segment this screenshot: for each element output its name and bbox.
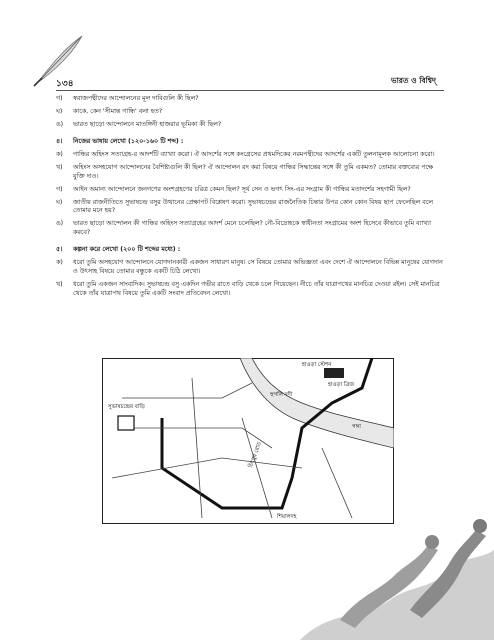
- map-label-river: হুগলি নদী: [270, 392, 293, 398]
- question-label: গ): [56, 95, 63, 102]
- question-label: ক): [56, 150, 63, 158]
- map-label-road: চিৎপুর রোড: [248, 441, 264, 469]
- page-number: ১৩৪: [56, 79, 74, 89]
- question-text: জাতীয় রাজনীতিতে সুভাষচন্দ্র বসুর উত্থানের প্রেক্ষাপট বিশ্লেষণ করো। সুভাষচন্দ্রের রাজনৈতিক চিন্তার উপর কোন কোন বিষয় ছাপ ফেলেছিল বলে তোমার মনে হয়?: [73, 198, 433, 215]
- map-label-bridge: হাওড়া ব্রিজ: [328, 382, 355, 388]
- question-item: [56, 220, 446, 238]
- question-label: ঙ): [56, 120, 64, 128]
- map-label-house: সুভাষচন্দ্রের বাড়ি: [108, 404, 145, 410]
- header-rule: [56, 90, 444, 91]
- map-label-station: হাওড়া স্টেশন: [302, 362, 332, 368]
- sculpture-illustration: [300, 500, 494, 640]
- question-item: [56, 199, 446, 217]
- question-item: [56, 108, 446, 117]
- house-marker: [118, 416, 134, 430]
- question-label: গ): [56, 185, 63, 193]
- running-head: ভারত ও বিশ্বিদ্: [391, 76, 436, 85]
- question-text: কাকে, কেন 'সীমান্ত গান্ধি' বলা হত?: [73, 107, 163, 115]
- question-label: ঘ): [56, 107, 63, 115]
- question-text: ভারত ছাড়ো আন্দোলনে মাতঙ্গিনী হাজরার ভূমিকা কী ছিল?: [73, 120, 222, 128]
- question-item: [56, 281, 446, 299]
- map-label-ganga: গঙ্গা: [352, 424, 361, 430]
- section-heading: [56, 138, 446, 147]
- question-label: ঙ): [56, 220, 64, 228]
- section-title: কল্পনা করে লেখো (২০০ টি শব্দের মধ্যে) :: [73, 246, 181, 254]
- question-text: স্বরাজপন্থীদের আন্দোলনের মূল দাবিগুলি কী ছিল?: [73, 95, 199, 102]
- question-text: ধরো তুমি একজন সাংবাদিক। সুভাষচন্দ্র বসু একদিন গভীর রাতে বাড়ি থেকে চলে গিয়েছেন। নীচে তাঁর যাত্রাপথের মানচিত্র দেওয়া রইল। সেই মানচিত্র থেকে তাঁর যাত্রাপথ বিষয়ে তুমি একটি সংবাদ প্রতিবেদন লেখো।: [73, 281, 440, 297]
- page-content: [56, 95, 446, 303]
- station-marker: [324, 368, 344, 378]
- section-title: নিজের ভাষায় লেখো (১২০-১৬০ টি শব্দ) :: [73, 137, 184, 145]
- question-text: গান্ধির অহিংস সত্যাগ্রহ-র আদর্শটি ব্যাখ্যা করো। ঐ আদর্শের সঙ্গে কংগ্রেসের প্রথমদিকের নরমপন্থীদের আদর্শের একটি তুলনামূলক আলোচনা করো।: [73, 150, 435, 158]
- question-item: [56, 259, 446, 277]
- question-item: [56, 164, 446, 182]
- question-item: [56, 186, 446, 195]
- map-label-sealdah: শিয়ালদহ: [277, 514, 297, 520]
- question-text: অহিংস অসহযোগ আন্দোলনের বৈশিষ্ট্যগুলি কী ছিল? ঐ আন্দোলন রদ করা বিষয়ে গান্ধির সিদ্ধান্তের সঙ্গে কী তুমি একমত? তোমার বক্তব্যের পক্ষে যুক্তি দাও।: [73, 163, 434, 180]
- question-item: [56, 95, 446, 104]
- question-label: ক): [56, 259, 63, 267]
- question-text: ধরো তুমি অসহযোগ আন্দোলনে যোগদানকারী একজন সাধারণ মানুষ। সে বিষয়ে তোমার অভিজ্ঞতা এবং দেশে ঐ আন্দোলনে বিভিন্ন মানুষের যোগদান ও উৎসাহ বিষয়ে তোমার বন্ধুকে একটি চিঠি লেখো।: [73, 259, 443, 276]
- question-text: আইন অমান্য আন্দোলনে জনগণের অংশগ্রহণের চরিত্র কেমন ছিল? সূর্য সেন ও ভগৎ সিং-এর সংগ্রাম কী গান্ধির মতাদর্শের সহগামী ছিল?: [73, 185, 411, 193]
- section-heading: [56, 246, 446, 255]
- question-label: খ): [56, 163, 63, 171]
- question-item: [56, 121, 446, 130]
- question-text: ভারত ছাড়ো আন্দোলন কী গান্ধির অহিংস সত্যাগ্রহের আদর্শ মেনে চলেছিল? নৌ-বিদ্রোহকে স্বাধীনতা সংগ্রামের অংশ হিসেবে কীভাবে তুমি ব্যাখ্যা করবে?: [73, 220, 431, 237]
- question-item: [56, 151, 446, 160]
- question-label: ঘ): [56, 198, 63, 206]
- section-number: ৪।: [56, 137, 63, 145]
- section-number: ৫।: [56, 246, 63, 254]
- question-label: খ): [56, 281, 63, 289]
